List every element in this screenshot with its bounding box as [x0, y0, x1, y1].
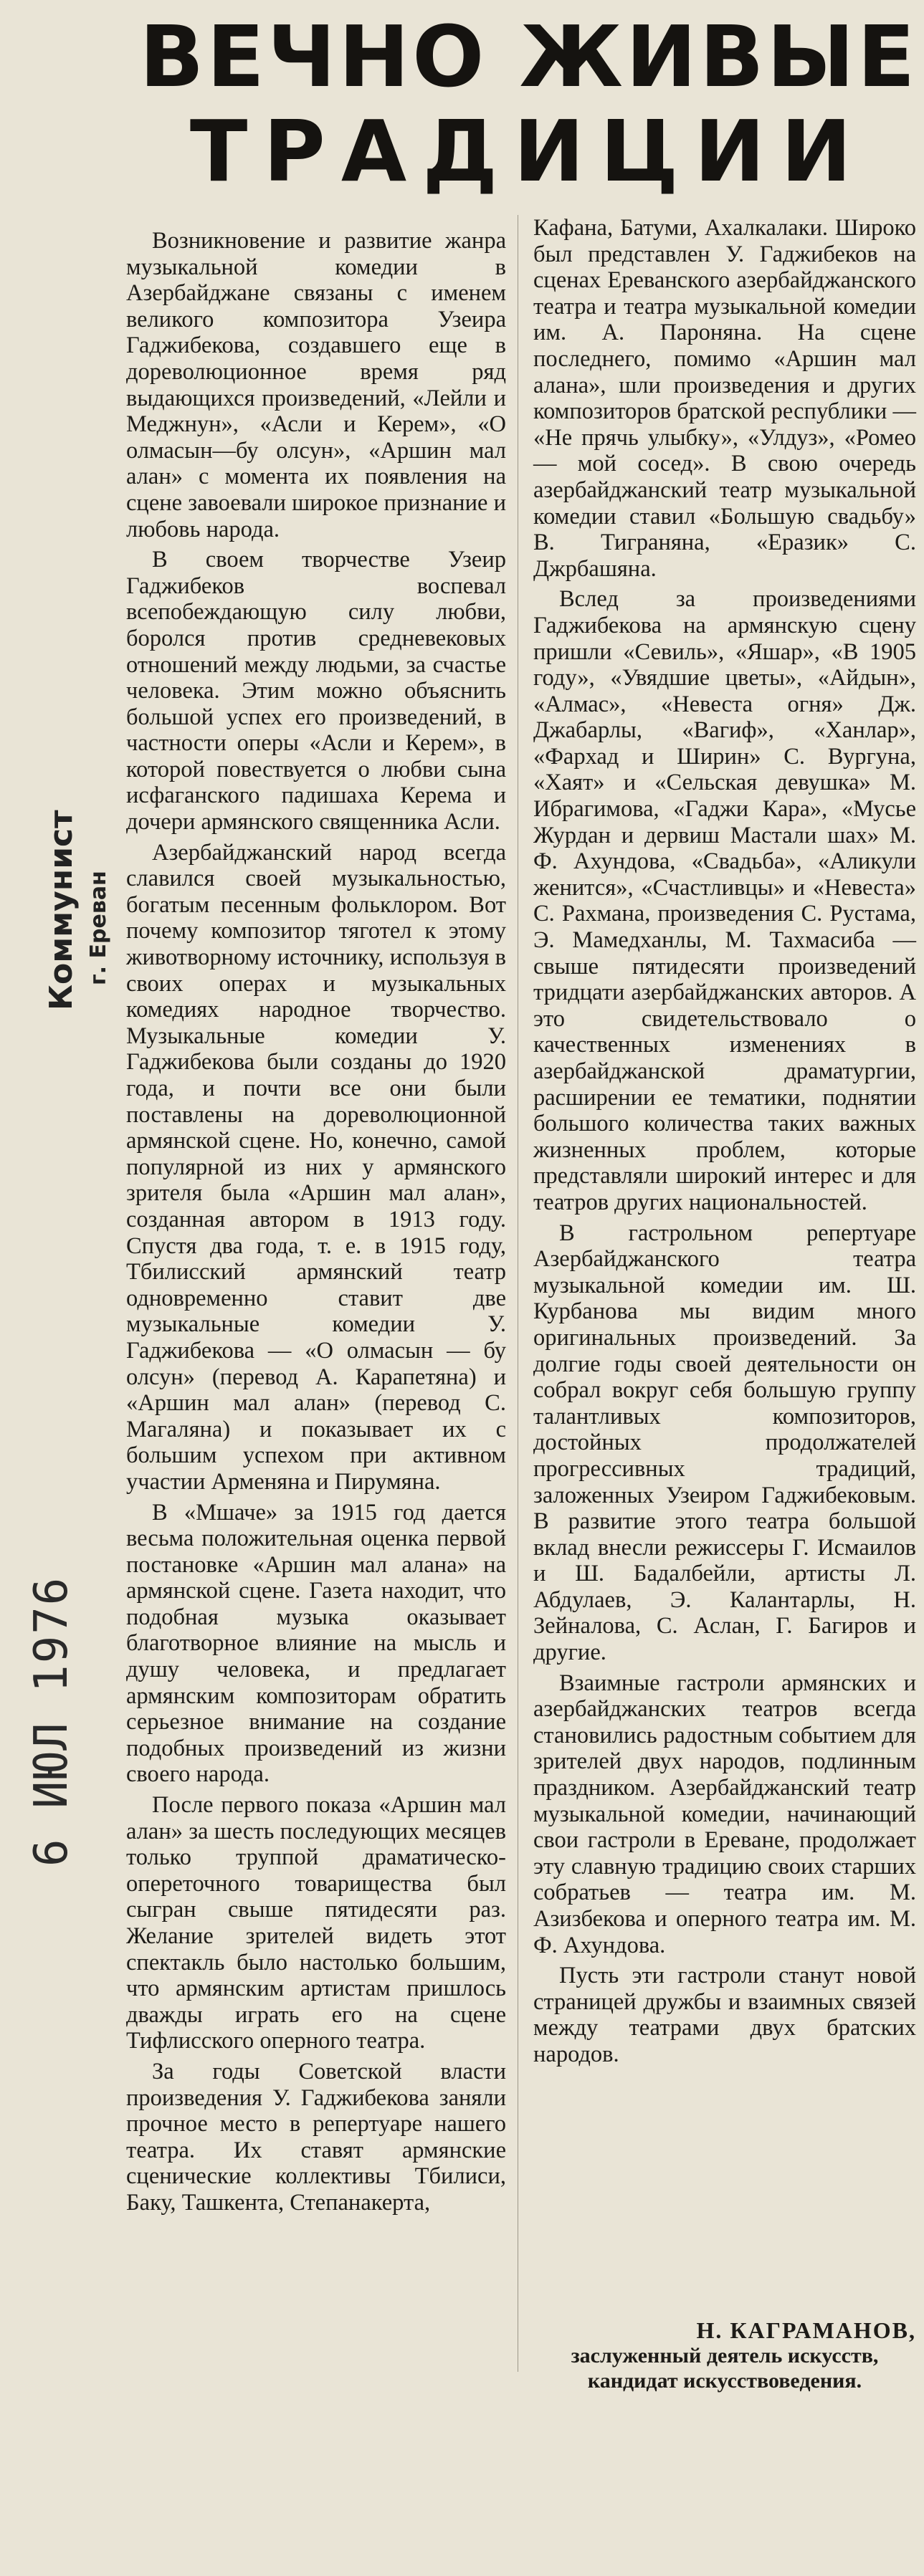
author-signature	[533, 2318, 916, 2393]
paragraph: В гастрольном репертуаре Азербайджанского театра музыкальной комедии им. Ш. Курбанова мы видим много оригинальных произведений. За долгие годы своей деятельности он собрал вокруг себя большую группу талантливых композиторов, достойных продолжателей прогрессивных традиций, заложенных Узеиром Гаджибековым. В развитие этого театра большой вклад внесли режиссеры Г. Исмаилов и Ш. Бадалбейли, артисты Л. Абдулаев, Э. Калантарлы, Н. Зейналова, С. Аслан, Г. Багиров и другие.	[533, 1220, 916, 1666]
paragraph: Азербайджанский народ всегда славился своей музыкальностью, богатым песенным фольклором. Вот почему композитор тяготел к этому животворному источнику, используя в своих операх и музыкальных комедиях народное творчество. Музыкальные комедии У. Гаджибекова были созданы до 1920 года, и почти все они были поставлены на дореволюционной армянской сцене. Но, конечно, самой популярной из них у армянского зрителя была «Аршин мал алан», созданная автором в 1913 году. Спустя два года, т. е. в 1915 году, Тбилисский армянский театр одновременно ставит две музыкальные комедии У. Гаджибекова — «О олмасын — бу олсун» (перевод А. Карапетяна) и «Аршин мал алан» (перевод С. Магаляна) и показывает их с большим успехом при активном участии Арменяна и Пирумяна.	[126, 839, 506, 1495]
headline	[136, 7, 921, 201]
date-stamp: 6 ИЮЛ 1976	[25, 1576, 78, 1867]
paragraph: В своем творчестве Узеир Гаджибеков воспевал всепобеждающую силу любви, боролся против средневековых отношений между людьми, за счастье человека. Этим можно объяснить большой успех его произведений, в частности оперы «Асли и Керем», в которой повествуется о любви сына исфаганского падишаха Керема и дочери армянского священника Асли.	[126, 547, 506, 835]
paragraph: В «Мшаче» за 1915 год дается весьма положительная оценка первой постановке «Аршин мал алана» на армянской сцене. Газета находит, что подобная музыка оказывает благотворное влияние на мысль и душу человека, и предлагает армянским композиторам обратить серьезное внимание на создание подобных произведений из жизни своего народа.	[126, 1499, 506, 1788]
paragraph: За годы Советской власти произведения У. Гаджибекова заняли прочное место в репертуаре нашего театра. Их ставят армянские сценические коллективы Тбилиси, Баку, Ташкента, Степанакерта,	[126, 2058, 506, 2216]
headline-line-1: ВЕЧНО ЖИВЫЕ	[139, 7, 918, 106]
author-title: заслуженный деятель искусств, кандидат искусствоведения.	[571, 2344, 879, 2393]
paragraph: После первого показа «Аршин мал алан» за шесть последующих месяцев только труппой драматическо-опереточного товарищества был сыгран свыше пятидесяти раз. Желание зрителей видеть этот спектакль было настолько большим, что армянским артистам пришлось дважды играть его на сцене Тифлисского оперного театра.	[126, 1792, 506, 2054]
article-column-1	[126, 228, 506, 2221]
paragraph: Возникновение и развитие жанра музыкальной комедии в Азербайджане связаны с именем великого композитора Узеира Гаджибекова, создавшего еще в дореволюционное время ряд выдающихся произведений, «Лейли и Меджнун», «Асли и Керем», «О олмасын—бу олсун», «Аршин мал алан» с момента их появления на сцене завоевали широкое признание и любовь народа.	[126, 228, 506, 542]
newspaper-stamp: Коммунист	[43, 810, 80, 1010]
author-name: Н. КАГРАМАНОВ,	[696, 2317, 916, 2343]
headline-line-2: ТРАДИЦИИ	[189, 102, 868, 201]
paragraph: Кафана, Батуми, Ахалкалаки. Широко был представлен У. Гаджибеков на сценах Ереванского азербайджанского театра и театра музыкальной комедии им. А. Пароняна. На сцене последнего, помимо «Аршин мал алана», шли произведения и других композиторов братской республики — «Не прячь улыбку», «Улдуз», «Ромео — мой сосед». В свою очередь азербайджанский театр музыкальной комедии ставил «Большую свадьбу» В. Тиграняна, «Еразик» С. Джрбашяна.	[533, 215, 916, 582]
article-column-2	[533, 215, 916, 2072]
paragraph: Вслед за произведениями Гаджибекова на армянскую сцену пришли «Севиль», «Яшар», «В 1905 году», «Увядшие цветы», «Айдын», «Алмас», «Невеста огня» Дж. Джабарлы, «Вагиф», «Ханлар», «Фархад и Ширин» С. Вургуна, «Хаят» и «Сельская девушка» М. Ибрагимова, «Гаджи Кара», «Мусье Журдан и дервиш Мастали шах» М. Ф. Ахундова, «Свадьба», «Аликули женится», «Счастливцы» и «Невеста» С. Рахмана, произведения С. Рустама, Э. Мамедханлы, М. Тахмасиба — свыше пятидесяти произведений тридцати азербайджанских авторов. А это свидетельствовало о качественных изменениях в азербайджанской драматургии, расширении ее тематики, поднятии большого количества таких важных жизненных проблем, которые представляли широкий интерес и для театров других национальностей.	[533, 586, 916, 1215]
newspaper-city-stamp: г. Ереван	[86, 871, 111, 985]
paragraph: Взаимные гастроли армянских и азербайджанских театров всегда становились радостным событием для зрителей двух народов, подлинным праздником. Азербайджанский театр музыкальной комедии, начинающий свои гастроли в Ереване, продолжает эту славную традицию своих старших собратьев — театра им. М. Азизбекова и оперного театра им. М. Ф. Ахундова.	[533, 1670, 916, 1958]
paragraph: Пусть эти гастроли станут новой страницей дружбы и взаимных связей между театрами двух братских народов.	[533, 1963, 916, 2067]
